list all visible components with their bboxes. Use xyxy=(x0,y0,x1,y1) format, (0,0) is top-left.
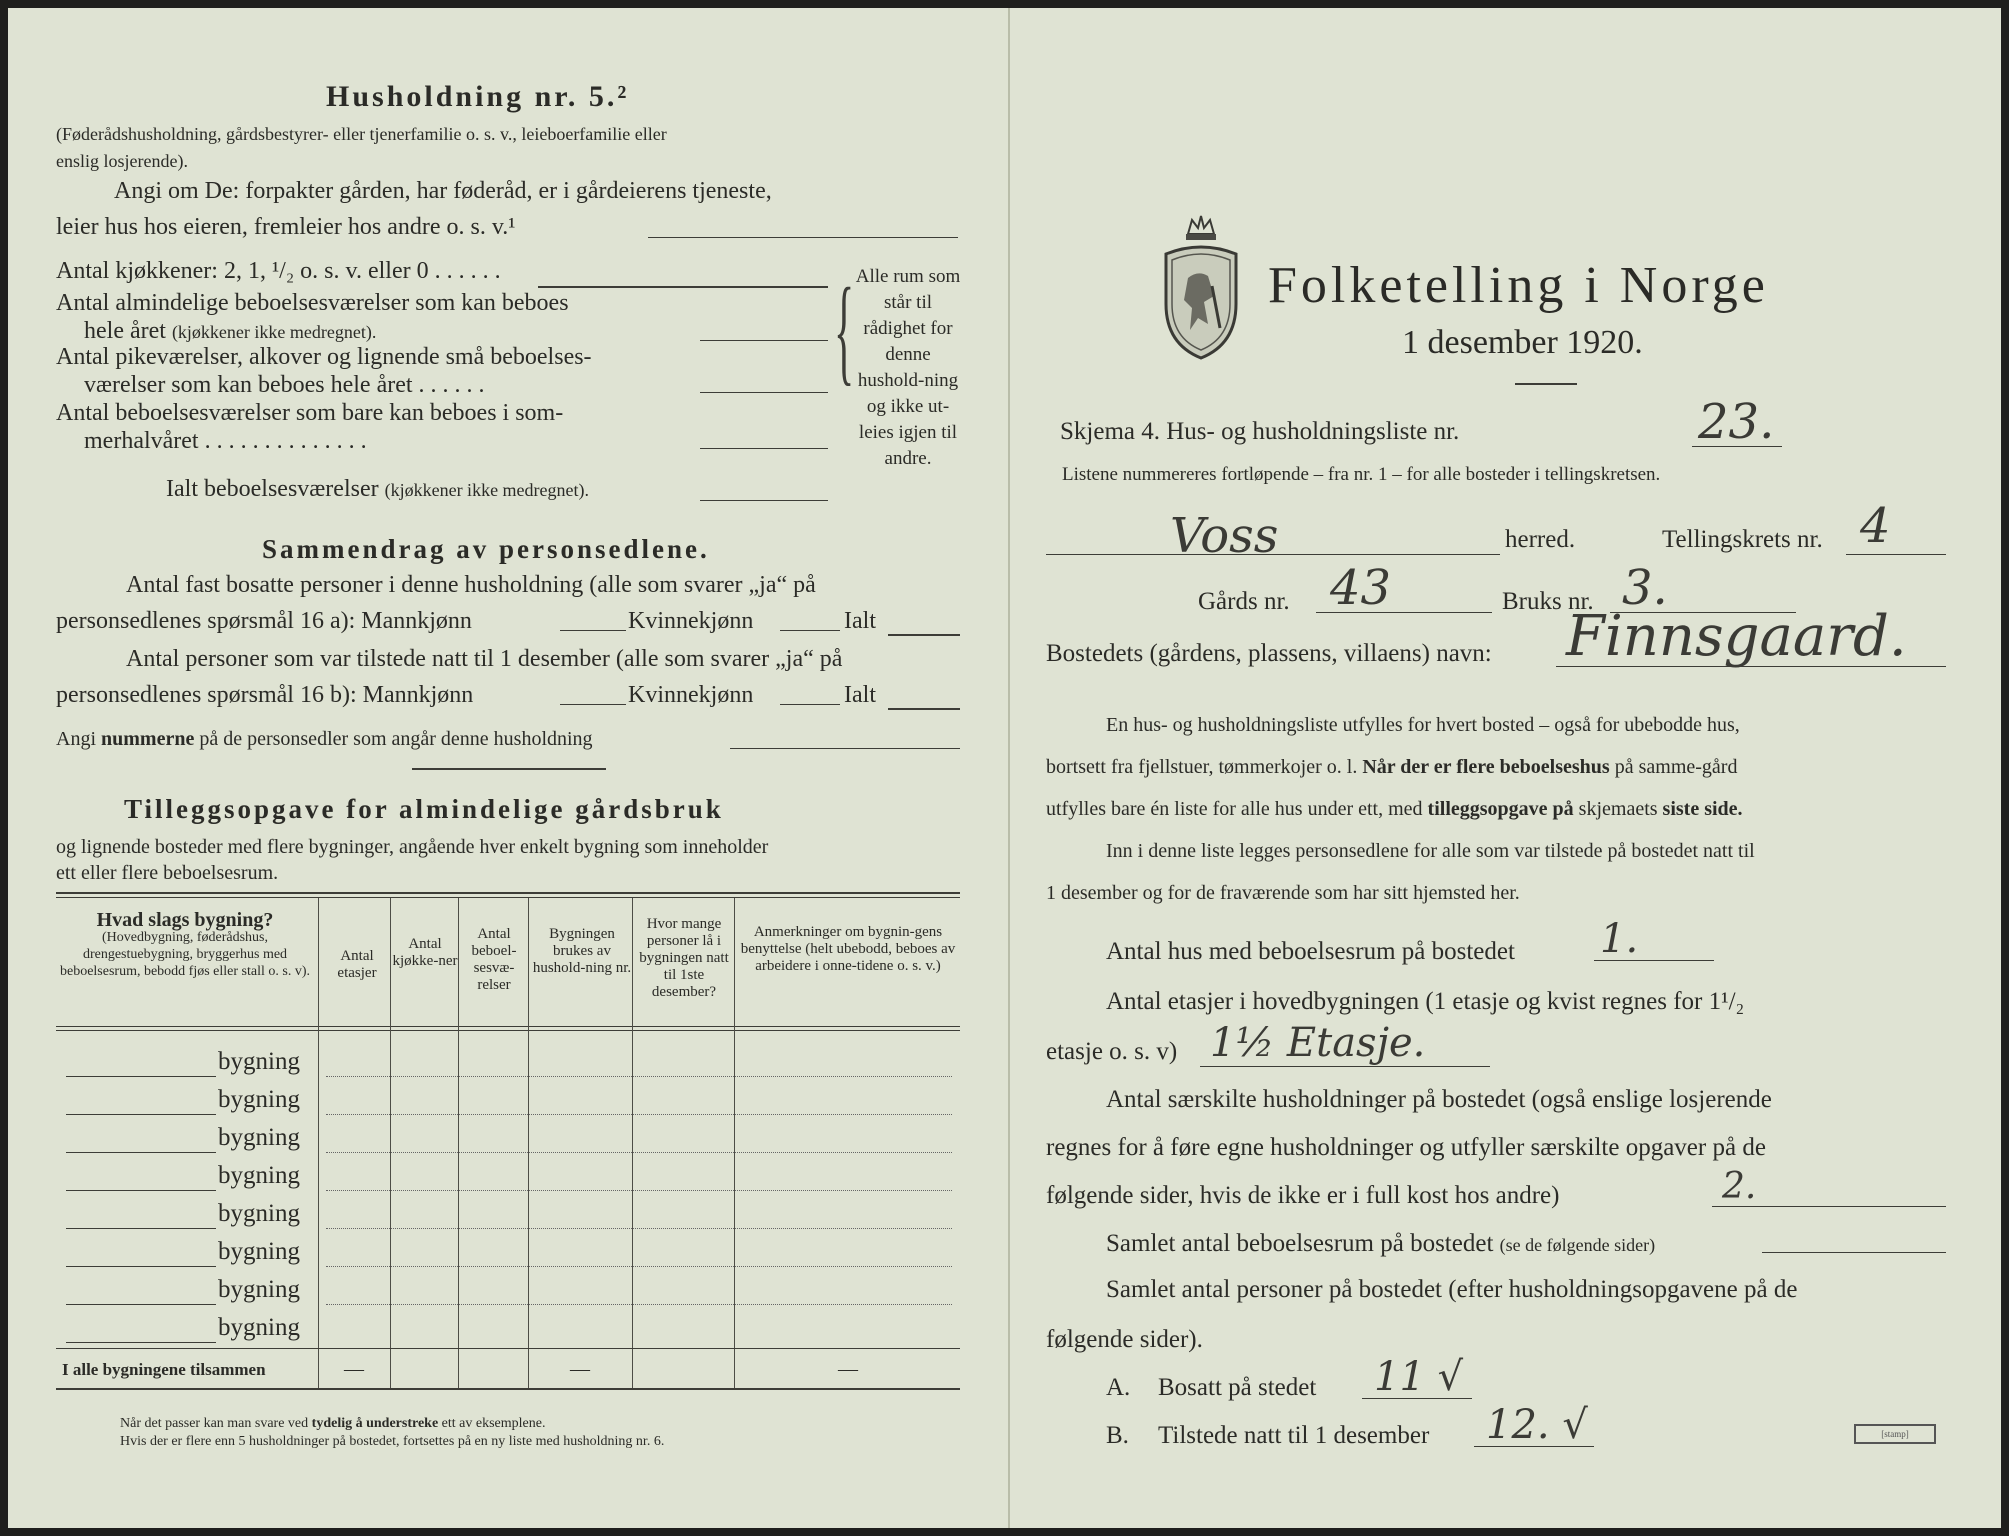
ialt-label-a: Ialt xyxy=(844,608,876,634)
table-row-label: bygning xyxy=(218,1086,300,1113)
hus-value: 1. xyxy=(1600,916,1639,962)
table-row-label: bygning xyxy=(218,1048,300,1075)
etasjer-line-1: Antal etasjer i hovedbygningen (1 etasje og kvist regnes for 1¹/₂ xyxy=(1106,988,1745,1015)
tillegg-title: Tilleggsopgave for almindelige gårdsbruk xyxy=(124,794,724,824)
total-dash: — xyxy=(838,1358,858,1380)
pike-label-1: Antal pikeværelser, alkover og lignende små beboelses- xyxy=(56,344,592,370)
angi-line-2: leier hus hos eieren, fremleier hos andre o. s. v.¹ xyxy=(56,214,516,240)
samlet-rum-label: Samlet antal beboelsesrum på bostedet (se de følgende sider) xyxy=(1106,1230,1656,1257)
sarskilte-line-2: regnes for å føre egne husholdninger og utfyller særskilte opgaver på de xyxy=(1046,1134,1766,1161)
bruks-value: 3. xyxy=(1622,560,1668,616)
tillegg-line-2: ett eller flere beboelsesrum. xyxy=(56,862,279,884)
sammendrag-line-2: personsedlenes spørsmål 16 a): Mannkjønn xyxy=(56,608,472,634)
ialt-vaerelser-line xyxy=(700,500,828,501)
table-bottom-rule xyxy=(56,1388,960,1390)
a-text: Bosatt på stedet xyxy=(1158,1374,1317,1401)
table-row-label: bygning xyxy=(218,1276,300,1303)
samlet-pers-line-1: Samlet antal personer på bostedet (efter husholdningsopgavene på de xyxy=(1106,1276,1798,1303)
tellingskrets-label: Tellingskrets nr. xyxy=(1662,526,1823,553)
bosted-value: Finnsgaard. xyxy=(1566,604,1907,669)
table-top-rule xyxy=(56,892,960,894)
angi-nummerne-line xyxy=(730,748,960,749)
total-row-label: I alle bygningene tilsammen xyxy=(62,1360,266,1379)
tillegg-line-1: og lignende bosteder med flere bygninger, angående hver enkelt bygning som inneholder xyxy=(56,836,769,858)
right-page xyxy=(1010,8,2001,1528)
table-total-rule xyxy=(56,1348,960,1349)
table-row-label: bygning xyxy=(218,1314,300,1341)
tellingskrets-value: 4 xyxy=(1860,498,1891,554)
herred-label: herred. xyxy=(1505,526,1576,553)
col-anmerkninger-header: Anmerkninger om bygnin-gens benyttelse (helt ubebodd, beboes av arbeidere i onne-tidene o. s. v.) xyxy=(740,924,956,974)
bosted-label: Bostedets (gårdens, plassens, villaens) navn: xyxy=(1046,640,1492,667)
left-page xyxy=(8,8,1010,1528)
total-dash: — xyxy=(344,1358,364,1380)
info-line-5: 1 desember og for de fraværende som har sitt hjemsted her. xyxy=(1046,882,1520,904)
alm-label-1: Antal almindelige beboelsesværelser som kan beboes xyxy=(56,290,569,316)
total-dash: — xyxy=(570,1358,590,1380)
info-line-2: bortsett fra fjellstuer, tømmerkojer o. l. Når der er flere beboelseshus på samme-gård xyxy=(1046,756,1738,778)
col-building-type-header: Hvad slags bygning? (Hovedbygning, føderådshus, drengestuebygning, bryggerhus med beboelsesrum, bebodd fjøs eller stall o. s. v). xyxy=(59,909,310,979)
herred-value: Voss xyxy=(1170,508,1279,564)
bruks-label: Bruks nr. xyxy=(1502,588,1594,615)
b-text: Tilstede natt til 1 desember xyxy=(1158,1422,1430,1449)
form-title: Folketelling i Norge xyxy=(1268,257,1769,314)
pike-line xyxy=(700,392,828,393)
title-divider xyxy=(1515,383,1577,385)
b-label: B. xyxy=(1106,1422,1129,1449)
sommer-label-1: Antal beboelsesværelser som bare kan beboes i som- xyxy=(56,400,564,426)
sammendrag-line-3: Antal personer som var tilstede natt til 1 desember (alle som svarer „ja“ på xyxy=(126,646,843,672)
sammendrag-title: Sammendrag av personsedlene. xyxy=(262,534,710,564)
table-top-rule-2 xyxy=(56,897,960,898)
angi-line-1: Angi om De: forpakter gården, har føderåd, er i gårdeierens tjeneste, xyxy=(114,178,772,204)
brace-mark: { xyxy=(834,263,855,396)
b-value: 12. √ xyxy=(1486,1402,1588,1448)
household-title: Husholdning nr. 5.² xyxy=(326,80,630,113)
kjokkener-label: Antal kjøkkener: 2, 1, ¹/₂ o. s. v. eller 0 . . . . . . xyxy=(56,258,501,284)
skjema-number: 23. xyxy=(1698,394,1775,450)
a-label: A. xyxy=(1106,1374,1131,1401)
sommer-line xyxy=(700,448,828,449)
sammendrag-line-4: personsedlenes spørsmål 16 b): Mannkjønn xyxy=(56,682,474,708)
section-divider xyxy=(412,768,606,770)
sammendrag-line-1: Antal fast bosatte personer i denne husholdning (alle som svarer „ja“ på xyxy=(126,572,816,598)
pike-label-2: værelser som kan beboes hele året . . . . . . xyxy=(84,372,485,398)
sarskilte-value: 2. xyxy=(1722,1166,1757,1207)
info-line-3: utfylles bare én liste for alle hus under ett, med tilleggsopgave på skjemaets siste side. xyxy=(1046,798,1743,820)
norwegian-coat-of-arms-icon xyxy=(1158,204,1244,364)
form-date: 1 desember 1920. xyxy=(1402,324,1643,361)
col-husholdning-header: Bygningen brukes av hushold-ning nr. xyxy=(532,926,632,976)
household-subtitle-1: (Føderådshusholdning, gårdsbestyrer- eller tjenerfamilie o. s. v., leieboerfamilie eller xyxy=(56,124,667,144)
sarskilte-line-1: Antal særskilte husholdninger på bostedet (også enslige losjerende xyxy=(1106,1086,1772,1113)
alm-line xyxy=(700,340,828,341)
kvinne-line-a xyxy=(780,630,840,631)
col-personer-header: Hvor mange personer lå i bygningen natt til 1ste desember? xyxy=(639,916,729,1000)
info-line-1: En hus- og husholdningsliste utfylles for hvert bosted – også for ubebodde hus, xyxy=(1106,714,1740,736)
etasjer-value: 1½ Etasje. xyxy=(1210,1020,1426,1066)
col-etasjer-header: Antal etasjer xyxy=(337,948,377,981)
footnote-1: Når det passer kan man svare ved tydelig å understreke ett av eksemplene. xyxy=(120,1416,546,1431)
gards-label: Gårds nr. xyxy=(1198,588,1290,615)
a-value: 11 √ xyxy=(1374,1354,1464,1400)
skjema-label: Skjema 4. Hus- og husholdningsliste nr. xyxy=(1060,418,1460,445)
angi-answer-line xyxy=(648,237,958,238)
info-line-4: Inn i denne liste legges personsedlene for alle som var tilstede på bostedet natt til xyxy=(1106,840,1755,862)
table-row-label: bygning xyxy=(218,1124,300,1151)
sarskilte-line-3: følgende sider, hvis de ikke er i full kost hos andre) xyxy=(1046,1182,1560,1209)
ialt-vaerelser-label: Ialt beboelsesværelser (kjøkkener ikke medregnet). xyxy=(166,476,590,502)
household-subtitle-2: enslig losjerende). xyxy=(56,151,188,171)
table-row-label: bygning xyxy=(218,1162,300,1189)
ialt-line-b xyxy=(888,708,960,710)
angi-nummerne: Angi nummerne på de personsedler som angår denne husholdning xyxy=(56,728,593,750)
kvinne-label-a: Kvinnekjønn xyxy=(628,608,754,634)
kjokkener-line xyxy=(538,286,828,288)
mann-line-a xyxy=(560,630,626,631)
table-row-label: bygning xyxy=(218,1200,300,1227)
kvinne-line-b xyxy=(780,704,840,705)
col-vaerelser-header: Antal beboel-sesvæ-relser xyxy=(471,926,517,993)
samlet-pers-line-2: følgende sider). xyxy=(1046,1326,1203,1353)
table-header-rule-2 xyxy=(56,1030,960,1031)
mann-line-b xyxy=(560,704,626,705)
hus-label: Antal hus med beboelsesrum på bostedet xyxy=(1106,938,1515,965)
footnote-2: Hvis der er flere enn 5 husholdninger på bostedet, fortsettes på en ny liste med husholdning nr. 6. xyxy=(120,1434,665,1449)
census-form-sheet xyxy=(8,8,2001,1528)
sommer-label-2: merhalvåret . . . . . . . . . . . . . . xyxy=(84,428,367,454)
col-kjokkener-header: Antal kjøkke-ner xyxy=(392,936,458,969)
table-row-label: bygning xyxy=(218,1238,300,1265)
ialt-label-b: Ialt xyxy=(844,682,876,708)
printer-stamp: [stamp] xyxy=(1854,1424,1936,1444)
etasjer-line-2: etasje o. s. v) xyxy=(1046,1038,1178,1065)
listene-note: Listene nummereres fortløpende – fra nr. 1 – for alle bosteder i tellingskretsen. xyxy=(1062,464,1661,485)
table-header-rule xyxy=(56,1026,960,1027)
side-note: Alle rum som står til rådighet for denne hushold-ning og ikke ut-leies igjen til andre. xyxy=(855,266,961,469)
kvinne-label-b: Kvinnekjønn xyxy=(628,682,754,708)
alm-label-2: hele året (kjøkkener ikke medregnet). xyxy=(84,318,377,344)
ialt-line-a xyxy=(888,634,960,636)
gards-value: 43 xyxy=(1330,560,1392,616)
